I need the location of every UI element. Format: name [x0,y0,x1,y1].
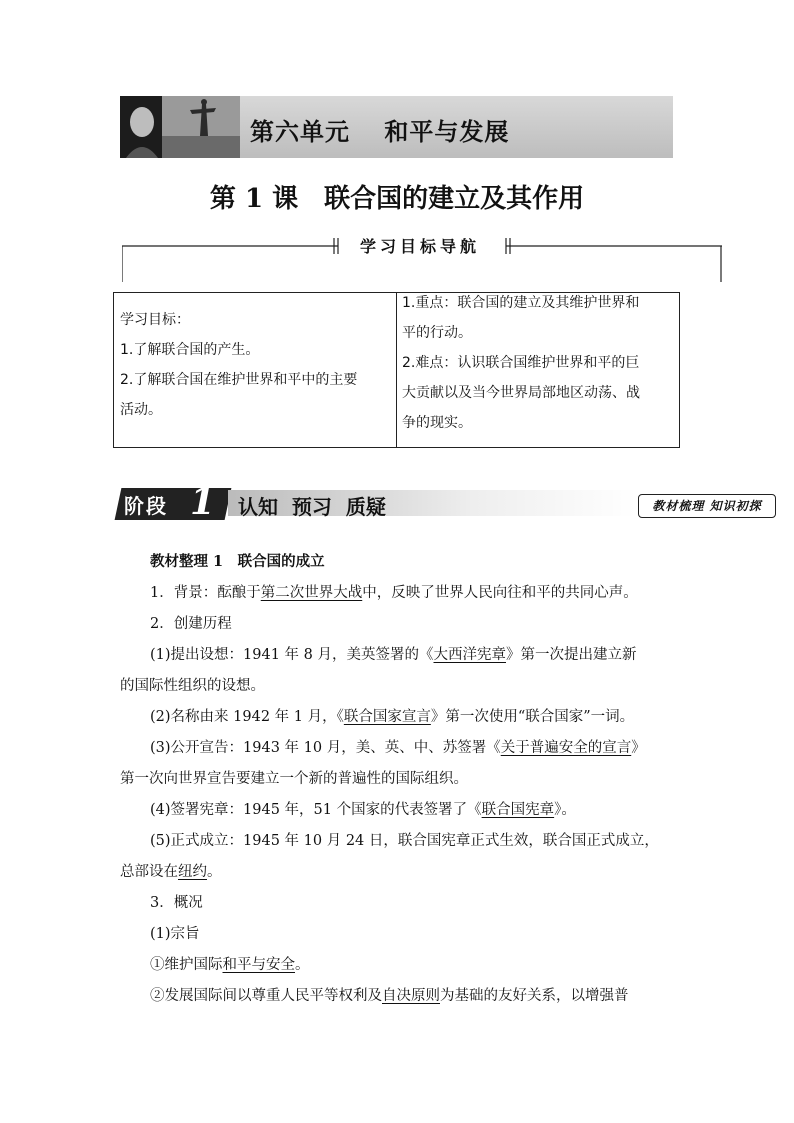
purpose-point-1-prefix: ①维护国际 [150,957,223,973]
history-point-3-suffix: 》 [631,740,646,756]
purpose-point-1-underlined: 和平与安全 [222,957,295,973]
purpose-point-2 [150,986,629,1006]
item-history-heading: 2．创建历程 [150,616,232,632]
item-overview-heading: 3．概况 [150,895,203,911]
history-point-1-suffix: 》第一次提出建立新 [506,647,637,663]
history-point-5-cont-suffix: 。 [207,864,222,880]
objectives-right-cell [402,288,678,438]
history-point-2 [150,707,634,727]
history-point-1-underlined: 大西洋宪章 [433,647,506,663]
history-point-5: (5)正式成立：1945 年 10 月 24 日，联合国宪章正式生效，联合国正式成立， [150,833,659,849]
item-background-underlined: 第二次世界大战 [260,585,363,601]
item-background-suffix: 中，反映了世界人民向往和平的共同心声。 [362,585,638,601]
purpose-point-2-underlined: 自决原则 [382,988,440,1004]
purpose-point-2-suffix: 为基础的友好关系，以增强普 [440,988,629,1004]
history-point-4-suffix: 》。 [554,802,576,818]
stage-tag: 教材梳理 知识初探 [638,494,776,518]
objective-item-2-cont: 活动。 [120,402,162,418]
history-point-3-cont: 第一次向世界宣告要建立一个新的普遍性的国际组织。 [120,771,468,787]
objective-item-2: 2.了解联合国在维护世界和平中的主要 [120,372,358,388]
item-background-prefix: 1．背景：酝酿于 [150,585,261,601]
history-point-3-prefix: (3)公开宣告：1943 年 10 月，美、英、中、苏签署《 [150,740,501,756]
section-heading: 教材整理 1 联合国的成立 [150,553,325,570]
history-point-5-cont-prefix: 总部设在 [120,864,178,880]
history-point-5-cont [120,862,222,882]
history-point-5-underlined: 纽约 [178,864,207,880]
history-point-3-underlined: 关于普遍安全的宣言 [500,740,632,756]
objectives-heading: 学习目标： [120,312,190,328]
difficulty-cont-2: 争的现实。 [402,415,472,431]
history-point-2-underlined: 联合国家宣言 [343,709,431,725]
nav-title: 学习目标导航 [340,234,500,257]
history-point-4 [150,800,576,820]
difficulty-cont-1: 大贡献以及当今世界局部地区动荡、战 [402,385,640,401]
stage-number: 1 [190,481,216,523]
history-point-4-prefix: (4)签署宪章：1945 年，51 个国家的代表签署了《 [150,802,482,818]
purpose-point-2-prefix: ②发展国际间以尊重人民平等权利及 [150,988,382,1004]
key-point-cont: 平的行动。 [402,325,472,341]
unit-title: 第六单元 和平与发展 [250,117,510,146]
objective-item-1: 1.了解联合国的产生。 [120,342,260,358]
history-point-4-underlined: 联合国宪章 [481,802,555,818]
history-point-2-prefix: (2)名称由来 1942 年 1 月，《 [150,709,344,725]
objectives-divider [396,292,397,448]
history-point-3 [150,738,646,758]
stage-title: 认知 预习 质疑 [238,495,386,519]
item-background [150,583,638,603]
key-point: 1.重点：联合国的建立及其维护世界和 [402,295,640,311]
lesson-title: 第 1 课 联合国的建立及其作用 [209,184,585,214]
purpose-point-1 [150,955,310,975]
objectives-left-cell [120,305,392,425]
history-point-1-cont: 的国际性组织的设想。 [120,678,265,694]
history-point-1-prefix: (1)提出设想：1941 年 8 月，美英签署的《 [150,647,434,663]
history-point-2-suffix: 》第一次使用“联合国家”一词。 [430,709,635,725]
history-point-1 [150,645,637,665]
difficulty: 2.难点：认识联合国维护世界和平的巨 [402,355,640,371]
purpose-point-1-suffix: 。 [295,957,310,973]
stage-label: 阶段 [124,494,168,518]
purpose-heading: (1)宗旨 [150,926,200,942]
unit-banner-photo [120,96,240,158]
